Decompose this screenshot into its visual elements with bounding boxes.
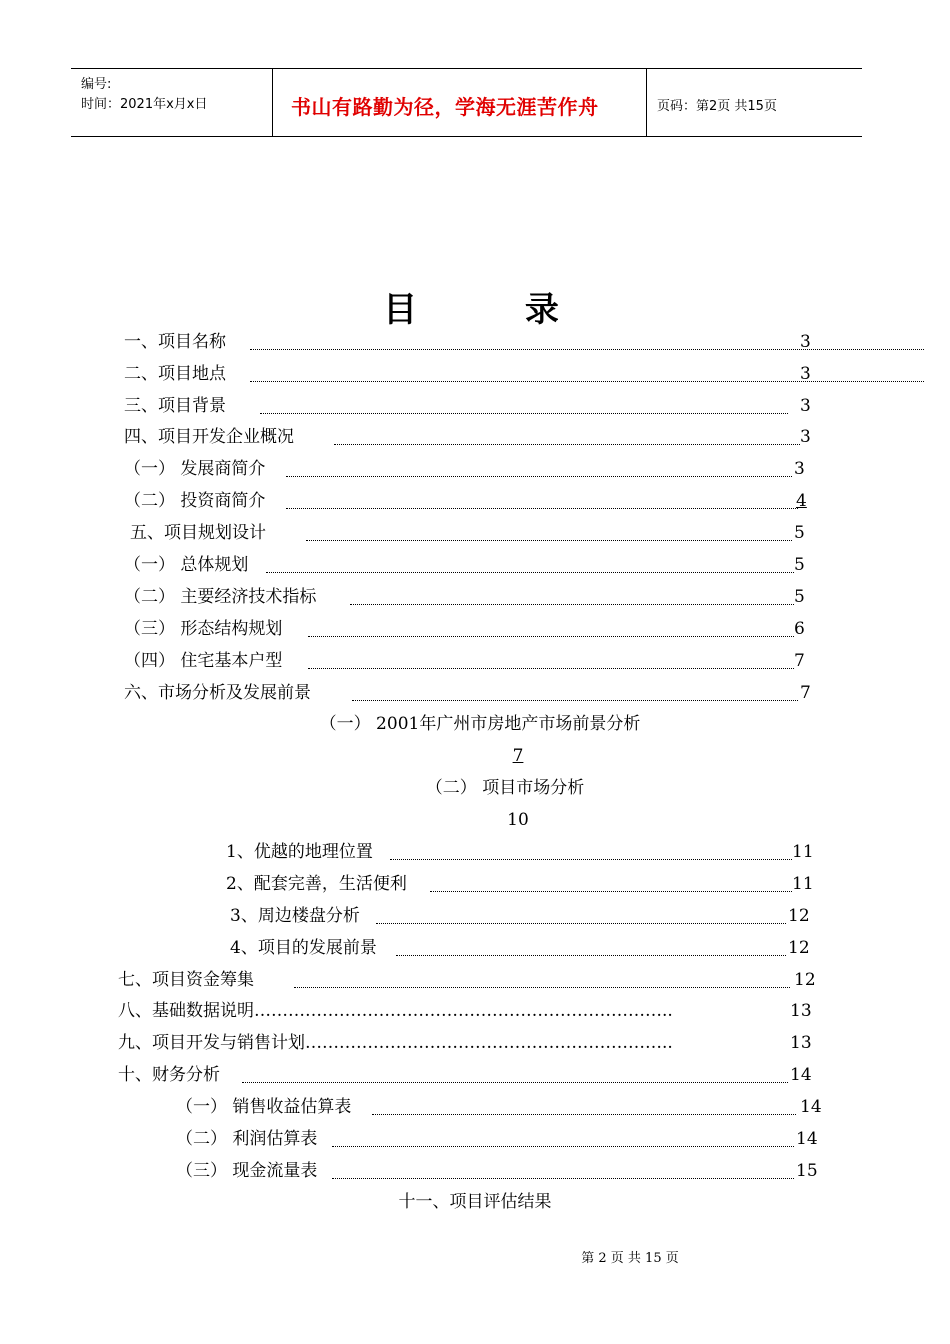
toc-label: （一） 总体规划 — [124, 555, 249, 575]
toc-label: 七、项目资金筹集 — [118, 970, 254, 990]
toc-entry-centered[interactable]: 十一、项目评估结果 — [398, 1192, 552, 1212]
toc-leader — [372, 1114, 796, 1115]
toc-label: 八、基础数据说明……………………………………………………………….. — [118, 1001, 673, 1021]
toc-entry[interactable] — [124, 648, 812, 674]
toc-entry[interactable] — [124, 393, 812, 419]
toc-page: 3 — [794, 459, 805, 479]
toc-page: 5 — [794, 523, 805, 543]
toc-entry[interactable] — [118, 967, 818, 993]
toc-leader — [294, 987, 790, 988]
toc-entry[interactable] — [124, 680, 812, 706]
toc-leader — [332, 1178, 794, 1179]
toc-leader — [250, 381, 924, 382]
toc-page: 3 — [800, 396, 811, 416]
toc-page: 4 — [796, 491, 807, 511]
toc-entry[interactable] — [124, 361, 812, 387]
page-info: 页码：第2页 共15页 — [657, 99, 777, 114]
toc-page: 6 — [794, 619, 805, 639]
toc-entry[interactable] — [118, 998, 818, 1024]
toc-page: 14 — [796, 1129, 818, 1149]
toc-page: 13 — [790, 1001, 812, 1021]
toc-page: 14 — [800, 1097, 822, 1117]
toc-leader — [350, 604, 794, 605]
number-label: 编号: — [81, 77, 112, 92]
toc-label: （三） 现金流量表 — [176, 1161, 318, 1181]
toc-leader — [286, 476, 792, 477]
toc-entry[interactable] — [118, 1030, 818, 1056]
toc-page: 7 — [512, 746, 524, 766]
toc-page: 11 — [792, 842, 814, 862]
toc-page: 12 — [794, 970, 816, 990]
page-footer: 第 2 页 共 15 页 — [581, 1251, 679, 1266]
toc-page: 5 — [794, 555, 805, 575]
toc-label: （二） 主要经济技术指标 — [124, 587, 317, 607]
toc-leader — [352, 700, 798, 701]
toc-page: 10 — [507, 810, 529, 830]
toc-entry[interactable] — [226, 839, 816, 865]
toc-label: （二） 利润估算表 — [176, 1129, 318, 1149]
toc-label: （三） 形态结构规划 — [124, 619, 283, 639]
toc-label: 4、项目的发展前景 — [230, 938, 377, 958]
header-meta-cell — [71, 69, 273, 136]
toc-page: 3 — [800, 332, 811, 352]
toc-leader — [332, 1146, 794, 1147]
toc-entry[interactable] — [124, 616, 812, 642]
toc-page: 13 — [790, 1033, 812, 1053]
page-title: 目 录 — [383, 290, 607, 330]
toc-label: 十、财务分析 — [118, 1065, 220, 1085]
toc-leader — [260, 413, 788, 414]
toc-entry[interactable] — [124, 584, 812, 610]
document-header — [71, 68, 862, 137]
toc-entry[interactable] — [124, 488, 812, 514]
toc-leader — [430, 891, 792, 892]
header-motto-cell — [273, 69, 647, 136]
toc-entry[interactable] — [176, 1094, 822, 1120]
toc-page: 7 — [794, 651, 805, 671]
toc-page: 3 — [800, 364, 811, 384]
toc-label: 二、项目地点 — [124, 364, 226, 384]
toc-label: （二） 投资商简介 — [124, 491, 266, 511]
toc-label: （一） 发展商简介 — [124, 459, 266, 479]
toc-entry[interactable] — [230, 935, 814, 961]
toc-page: 7 — [800, 683, 811, 703]
toc-page: 12 — [788, 906, 810, 926]
toc-label: 2、配套完善，生活便利 — [226, 874, 407, 894]
motto: 书山有路勤为径，学海无涯苦作舟 — [291, 95, 599, 119]
toc-entry[interactable] — [226, 871, 816, 897]
toc-entry[interactable] — [230, 903, 814, 929]
toc-entry-wrapped[interactable]: （一） 2001年广州市房地产市场前景分析 — [319, 714, 641, 734]
toc-page: 5 — [794, 587, 805, 607]
toc-leader — [308, 668, 794, 669]
toc-label: 四、项目开发企业概况 — [124, 427, 294, 447]
toc-leader — [334, 444, 800, 445]
toc-leader — [242, 1082, 788, 1083]
toc-leader — [390, 859, 792, 860]
time-label: 时间：2021年x月x日 — [81, 97, 208, 112]
toc-label: 九、项目开发与销售计划……………………………………………………….. — [118, 1033, 673, 1053]
toc-entry[interactable] — [118, 1062, 818, 1088]
toc-page: 12 — [788, 938, 810, 958]
toc-leader — [286, 508, 798, 509]
header-page-cell — [647, 69, 862, 136]
toc-entry[interactable] — [130, 520, 812, 546]
toc-page: 11 — [792, 874, 814, 894]
toc-label: 五、项目规划设计 — [130, 523, 266, 543]
toc-entry[interactable] — [176, 1126, 822, 1152]
toc-leader — [306, 540, 792, 541]
toc-entry[interactable] — [124, 329, 812, 355]
toc-leader — [250, 349, 924, 350]
toc-leader — [396, 955, 786, 956]
toc-label: 一、项目名称 — [124, 332, 226, 352]
toc-entry[interactable] — [124, 456, 812, 482]
toc-label: 3、周边楼盘分析 — [230, 906, 360, 926]
toc-entry[interactable] — [124, 552, 812, 578]
toc-label: （四） 住宅基本户型 — [124, 651, 283, 671]
toc-page: 3 — [800, 427, 811, 447]
toc-label: （一） 销售收益估算表 — [176, 1097, 352, 1117]
toc-label: 六、市场分析及发展前景 — [124, 683, 311, 703]
toc-leader — [308, 636, 794, 637]
toc-label: 1、优越的地理位置 — [226, 842, 373, 862]
toc-entry[interactable] — [176, 1158, 822, 1184]
toc-page: 14 — [790, 1065, 812, 1085]
toc-entry[interactable] — [124, 424, 812, 450]
toc-leader — [376, 923, 786, 924]
toc-page: 15 — [796, 1161, 818, 1181]
toc-label: 三、项目背景 — [124, 396, 226, 416]
toc-entry-wrapped[interactable]: （二） 项目市场分析 — [425, 778, 585, 798]
toc-leader — [266, 572, 794, 573]
